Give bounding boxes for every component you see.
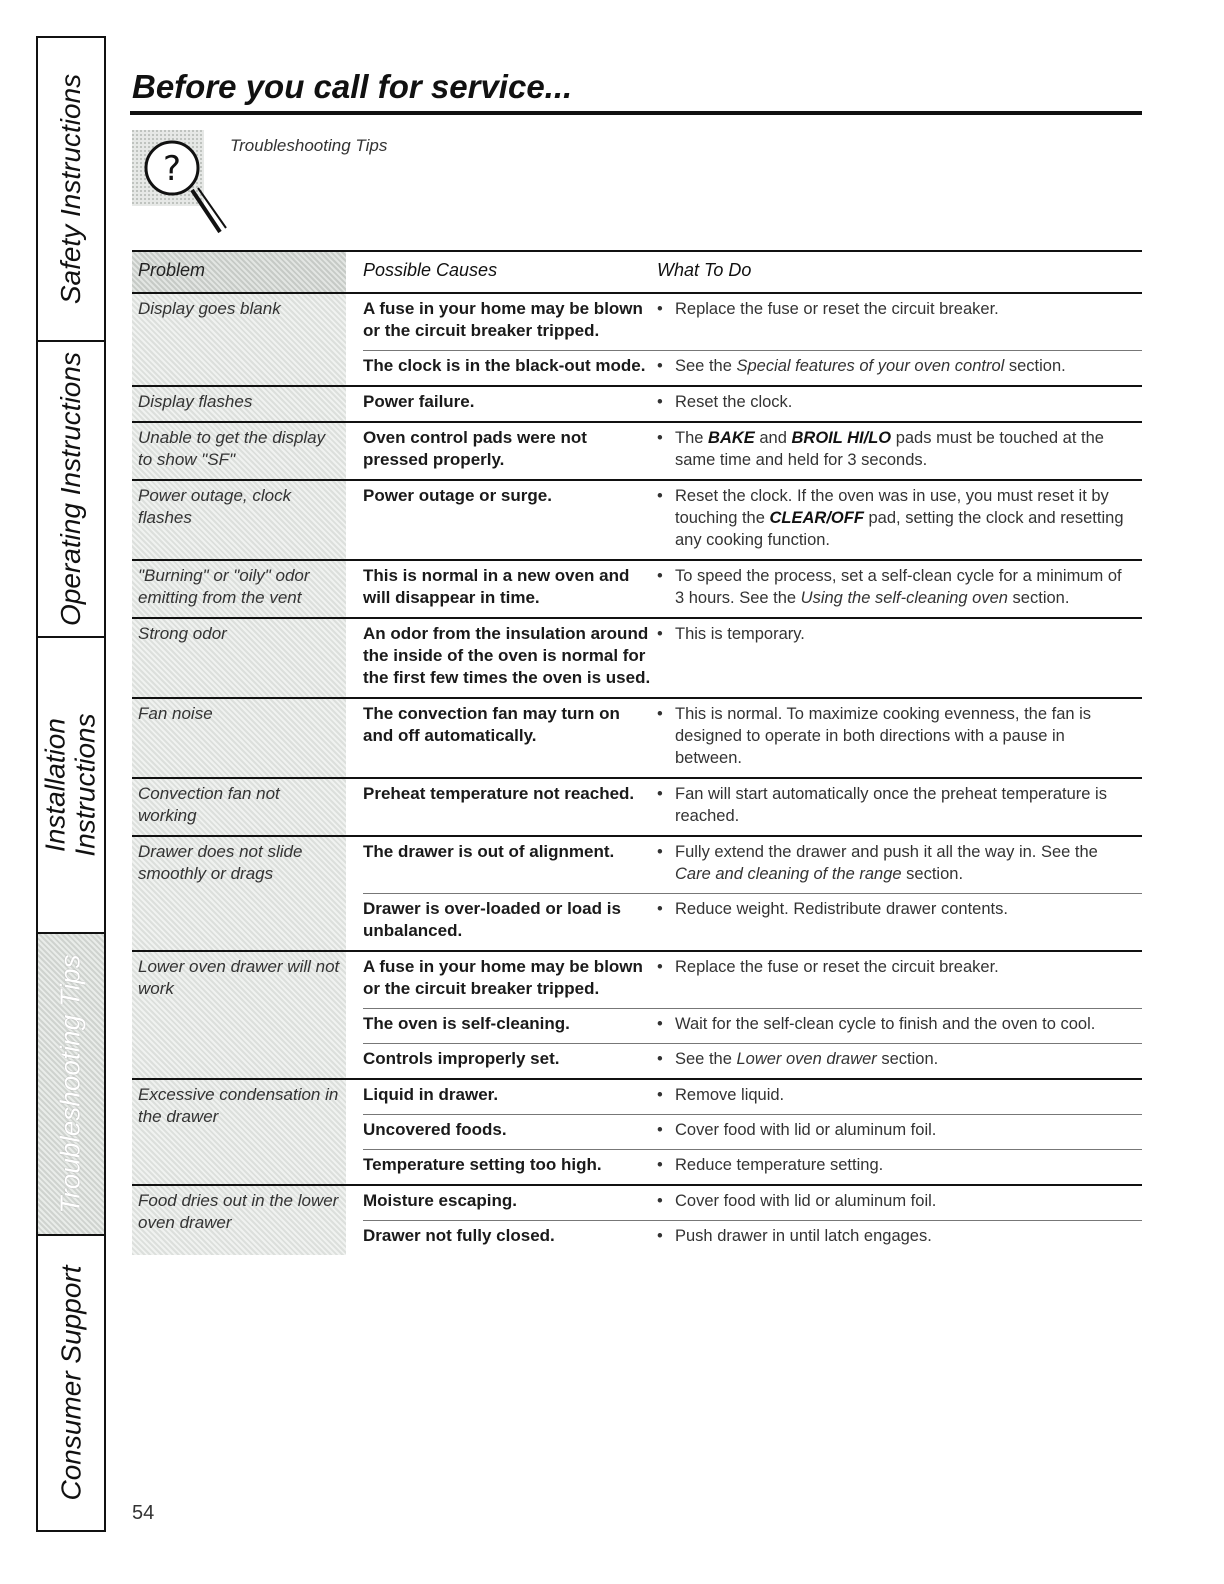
problem-cell: Lower oven drawer will not work (132, 952, 346, 1078)
todo-cell: • Replace the fuse or reset the circuit breaker. (657, 300, 999, 318)
table-header (132, 250, 1142, 294)
todo-cell: • Wait for the self-clean cycle to finish and the oven to cool. (657, 1015, 1096, 1033)
table-row (363, 423, 1142, 479)
table-group (132, 952, 1142, 1080)
problem-cell: Food dries out in the lower oven drawer (132, 1186, 346, 1255)
todo-cell: • To speed the process, set a self-clean cycle for a minimum of 3 hours. See the Using the self-cleaning oven section. (657, 567, 1122, 607)
todo-cell: • Remove liquid. (657, 1086, 785, 1104)
table-group (132, 481, 1142, 561)
cause-cell: Drawer is over-loaded or load is unbalanced. (363, 899, 621, 940)
cause-cell: A fuse in your home may be blown or the circuit breaker tripped. (363, 957, 643, 998)
page-title: Before you call for service... (132, 68, 573, 105)
problem-cell: Display flashes (132, 387, 346, 421)
cause-cell: Power outage or surge. (363, 486, 552, 505)
todo-cell: • Reduce temperature setting. (657, 1156, 884, 1174)
tab-label: Troubleshooting Tips (55, 954, 86, 1214)
magnifier-question-icon (132, 130, 232, 240)
table-row (363, 1044, 1142, 1078)
table-row (363, 894, 1142, 950)
cause-cell: Oven control pads were not pressed properly. (363, 428, 587, 469)
table-row (363, 837, 1142, 894)
table-group (132, 1186, 1142, 1255)
table-group (132, 619, 1142, 699)
table-row (363, 619, 1142, 697)
todo-cell: • See the Lower oven drawer section. (657, 1050, 939, 1068)
title-divider (130, 111, 1142, 115)
cause-cell: Controls improperly set. (363, 1049, 560, 1068)
todo-cell: • Fully extend the drawer and push it all the way in. See the Care and cleaning of the range section. (657, 843, 1098, 883)
svg-text:?: ? (162, 149, 182, 189)
table-row (363, 387, 1142, 421)
table-row (363, 1150, 1142, 1184)
todo-cell: • See the Special features of your oven control section. (657, 357, 1066, 375)
table-row (363, 952, 1142, 1009)
table-group (132, 699, 1142, 779)
todo-cell: • Cover food with lid or aluminum foil. (657, 1121, 937, 1139)
problem-cell: Drawer does not slide smoothly or drags (132, 837, 346, 950)
todo-cell: • Replace the fuse or reset the circuit breaker. (657, 958, 999, 976)
cause-cell: Liquid in drawer. (363, 1085, 499, 1104)
todo-cell: • This is temporary. (657, 625, 805, 643)
tab-safety-instructions[interactable] (38, 38, 104, 342)
problem-cell: Convection fan not working (132, 779, 346, 835)
page-number: 54 (132, 1502, 155, 1524)
problem-cell: Unable to get the display to show "SF" (132, 423, 346, 479)
table-group (132, 561, 1142, 619)
cause-cell: Power failure. (363, 392, 475, 411)
tab-installation-instructions[interactable] (38, 638, 104, 934)
cause-cell: A fuse in your home may be blown or the circuit breaker tripped. (363, 299, 643, 340)
column-header-problem: Problem (132, 252, 346, 292)
cause-cell: Moisture escaping. (363, 1191, 517, 1210)
problem-cell: Strong odor (132, 619, 346, 697)
table-row (363, 1221, 1142, 1255)
table-group (132, 387, 1142, 423)
table-row (363, 1115, 1142, 1150)
table-row (363, 294, 1142, 351)
tab-consumer-support[interactable] (38, 1236, 104, 1530)
todo-cell: • Reset the clock. If the oven was in use, you must reset it by touching the CLEAR/OFF pad, setting the clock and resetting any cooking function. (657, 487, 1124, 549)
tab-troubleshooting-tips[interactable] (38, 934, 104, 1236)
cause-cell: Temperature setting too high. (363, 1155, 602, 1174)
table-group (132, 837, 1142, 952)
table-row (363, 779, 1142, 835)
section-subtitle: Troubleshooting Tips (230, 136, 388, 155)
table-row (363, 351, 1142, 385)
cause-cell: The oven is self-cleaning. (363, 1014, 570, 1033)
table-row (363, 699, 1142, 777)
cause-cell: Uncovered foods. (363, 1120, 507, 1139)
cause-cell: The convection fan may turn on and off automatically. (363, 704, 620, 745)
tab-operating-instructions[interactable] (38, 342, 104, 638)
todo-cell: • This is normal. To maximize cooking evenness, the fan is designed to operate in both directions with a pause in between. (657, 705, 1092, 767)
column-header-causes: Possible Causes (363, 260, 498, 280)
todo-cell: • The BAKE and BROIL HI/LO pads must be touched at the same time and held for 3 seconds. (657, 429, 1104, 469)
problem-cell: Excessive condensation in the drawer (132, 1080, 346, 1184)
tab-label: Operating Instructions (55, 352, 87, 626)
todo-cell: • Reduce weight. Redistribute drawer contents. (657, 900, 1008, 918)
table-row (363, 1186, 1142, 1221)
cause-cell: An odor from the insulation around the inside of the oven is normal for the first few times the oven is used. (363, 624, 651, 687)
todo-cell: • Fan will start automatically once the preheat temperature is reached. (657, 785, 1107, 825)
table-row (363, 561, 1142, 617)
problem-cell: Fan noise (132, 699, 346, 777)
tab-label: Consumer Support (55, 1265, 87, 1501)
cause-cell: The clock is in the black-out mode. (363, 356, 646, 375)
side-navigation (36, 36, 106, 1532)
table-row (363, 1009, 1142, 1044)
problem-cell: Display goes blank (132, 294, 346, 385)
table-group (132, 1080, 1142, 1186)
table-group (132, 294, 1142, 387)
problem-cell: Power outage, clock flashes (132, 481, 346, 559)
table-group (132, 423, 1142, 481)
todo-cell: • Push drawer in until latch engages. (657, 1227, 932, 1245)
table-row (363, 481, 1142, 559)
troubleshooting-table (132, 250, 1142, 1255)
cause-cell: Drawer not fully closed. (363, 1226, 555, 1245)
todo-cell: • Reset the clock. (657, 393, 793, 411)
table-row (363, 1080, 1142, 1115)
cause-cell: Preheat temperature not reached. (363, 784, 635, 803)
todo-cell: • Cover food with lid or aluminum foil. (657, 1192, 937, 1210)
table-group (132, 779, 1142, 837)
tab-label: Installation Instructions (40, 713, 102, 857)
cause-cell: The drawer is out of alignment. (363, 842, 615, 861)
cause-cell: This is normal in a new oven and will disappear in time. (363, 566, 630, 607)
problem-cell: "Burning" or "oily" odor emitting from the vent (132, 561, 346, 617)
tab-label: Safety Instructions (55, 73, 86, 305)
column-header-todo: What To Do (657, 260, 752, 280)
